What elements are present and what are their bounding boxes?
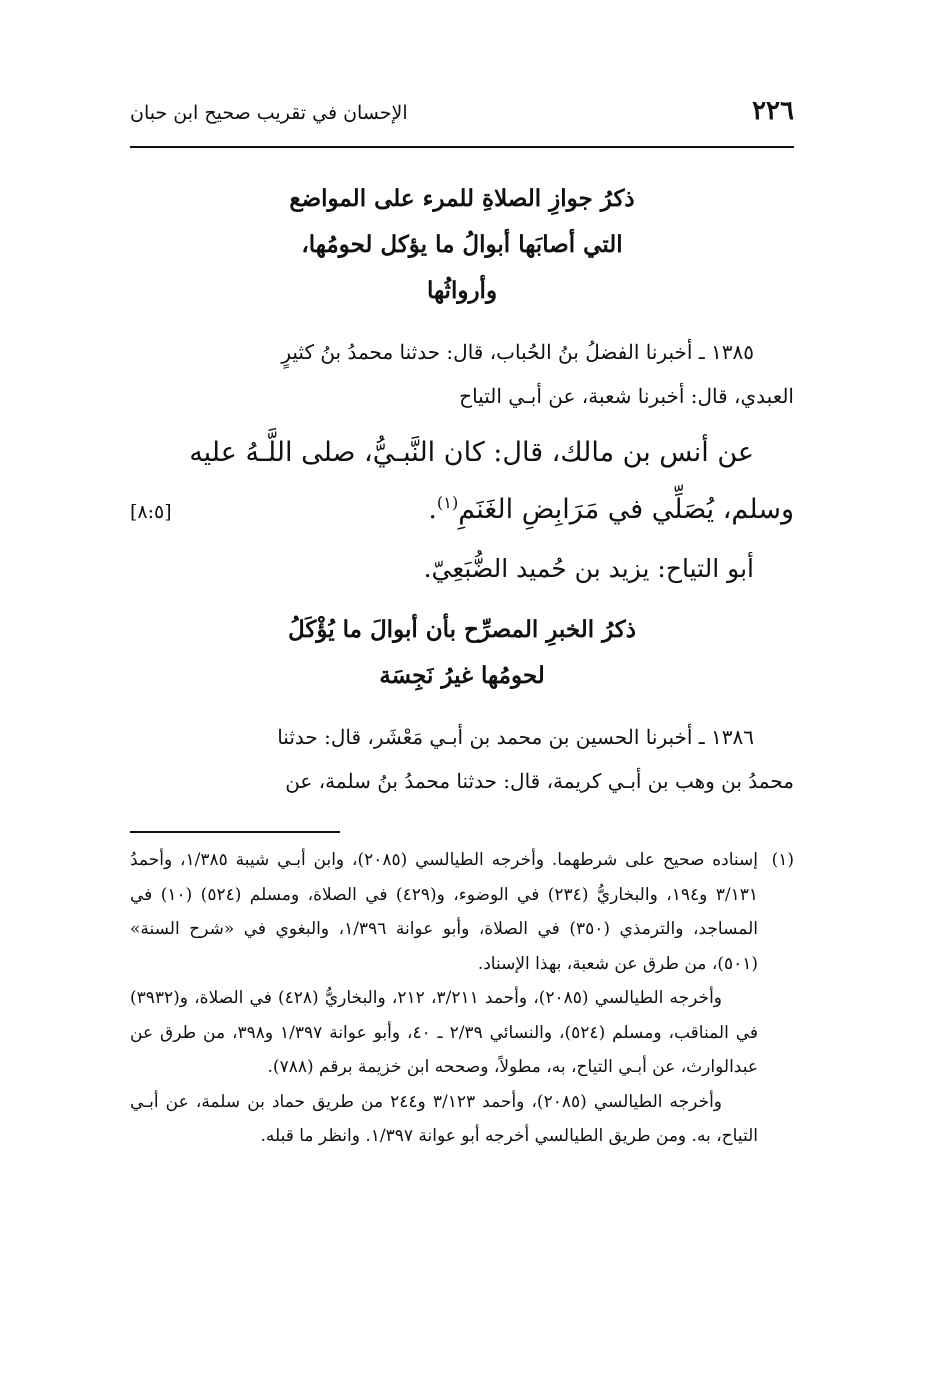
- narrator-note: أبو التياح: يزيد بن حُميد الضُّبَعِيّ.: [423, 554, 754, 583]
- footnotes: [130, 843, 794, 1154]
- chapter-heading-1: [130, 176, 794, 314]
- hadith-1385-matn: [130, 428, 794, 537]
- hadith-1385-isnad-line-1: ١٣٨٥ ـ أخبرنا الفضلُ بنُ الحُباب، قال: حدثنا محمدُ بنُ كثيرٍ: [281, 340, 754, 364]
- footnote-1-paragraph-2: وأخرجه الطيالسي (٢٠٨٥)، وأحمد ٣/٢١١، ٢١٢، والبخاريُّ (٤٢٨) في الصلاة، و(٣٩٣٢) في المناقب، ومسلم (٥٢٤)، والنسائي ٢/٣٩ ـ ٤٠، وأبو عوانة ١/٣٩٧ و٣٩٨، من طرق عن عبدالوارث، عن أبـي التياح، به، مطولاً، وصححه ابن خزيمة برقم (٧٨٨).: [130, 988, 759, 1077]
- hadith-1385-isnad-line-2: العبدي، قال: أخبرنا شعبة، عن أبـي التياح: [459, 384, 794, 408]
- running-title: الإحسان في تقريب صحيح ابن حبان: [130, 102, 408, 124]
- heading-1-line-1: ذكرُ جوازِ الصلاةِ للمرء على المواضع: [289, 185, 635, 212]
- page-header: [130, 96, 794, 148]
- hadith-1385-matn-line-1: عن أنس بن مالك، قال: كان النَّبـيُّ، صلى اللَّـهُ عليه: [189, 437, 754, 468]
- hadith-1386-line-1: ١٣٨٦ ـ أخبرنا الحسين بن محمد بن أبـي مَعْشَر، قال: حدثنا: [277, 725, 754, 749]
- page-number: ٢٢٦: [752, 96, 794, 126]
- hadith-reference: [٨:٥]: [130, 501, 172, 523]
- footnote-separator: [130, 831, 340, 833]
- heading-1-line-2: التي أصابَها أبوالُ ما يؤكل لحومُها،: [301, 231, 623, 258]
- hadith-1385-matn-end: .: [428, 494, 437, 525]
- chapter-heading-2: [130, 607, 794, 699]
- footnote-1: [130, 843, 794, 1154]
- book-page: [130, 96, 794, 1154]
- hadith-1385-matn-line-2: [428, 478, 794, 535]
- footnote-1-paragraph-3: وأخرجه الطيالسي (٢٠٨٥)، وأحمد ٣/١٢٣ و٢٤٤ من طريق حماد بن سلمة، عن أبـي التياح، به. ومن طريق الطيالسي أخرجه أبو عوانة ١/٣٩٧. وانظر ما قبله.: [130, 1091, 758, 1146]
- footnote-1-number: (١): [771, 850, 794, 870]
- hadith-1385-matn-line-2-row: [130, 478, 794, 537]
- footnote-marker[interactable]: (١): [436, 493, 459, 512]
- hadith-1385-matn-text: وسلم، يُصَلِّي في مَرَابِضِ الغَنَمِ: [458, 494, 794, 525]
- hadith-1386-line-2: محمدُ بن وهب بن أبـي كريمة، قال: حدثنا محمدُ بنُ سلمة، عن: [285, 769, 794, 793]
- heading-1-line-3: وأرواثُها: [426, 277, 498, 304]
- heading-2-line-2: لحومُها غيرُ نَجِسَة: [379, 662, 545, 689]
- footnote-1-paragraph-1: إسناده صحيح على شرطهما. وأخرجه الطيالسي (٢٠٨٥)، وابن أبـي شيبة ١/٣٨٥، وأحمدُ ٣/١٣١ و١٩٤، والبخاريُّ (٢٣٤) في الوضوء، و(٤٢٩) في الصلاة، ومسلم (٥٢٤) (١٠) في المساجد، والترمذي (٣٥٠) في الصلاة، وأبو عوانة ١/٣٩٦، والبغوي في «شرح السنة» (٥٠١)، من طرق عن شعبة، بهذا الإسناد.: [130, 850, 759, 974]
- heading-2-line-1: ذكرُ الخبرِ المصرِّح بأن أبوالَ ما يُؤْكَلُ: [287, 616, 637, 643]
